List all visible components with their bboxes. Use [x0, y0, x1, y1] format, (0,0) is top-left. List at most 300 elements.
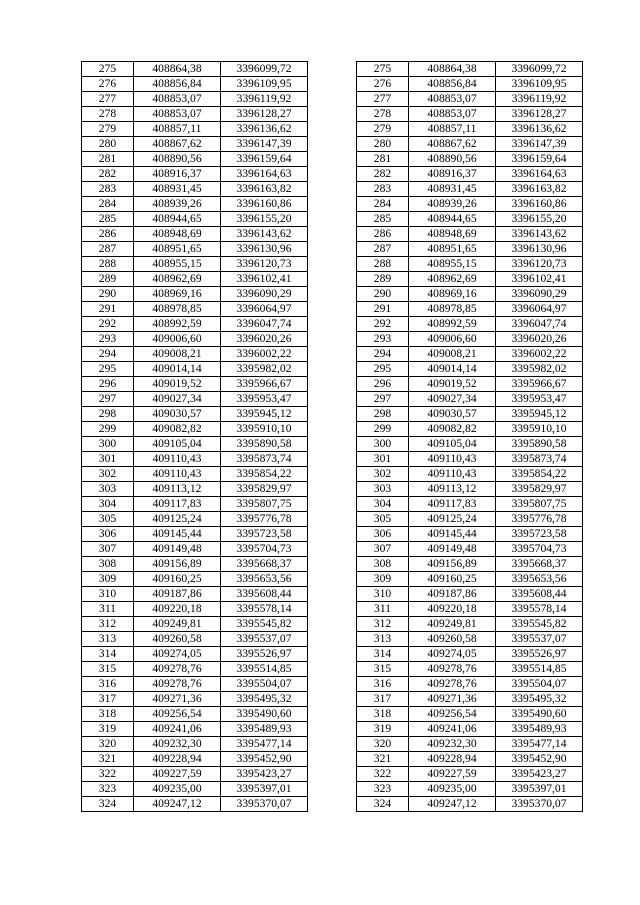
left-x-coordinate: 408916,37	[134, 167, 221, 182]
left-point-number: 321	[82, 752, 134, 767]
right-point-number: 303	[357, 482, 409, 497]
left-x-coordinate: 409247,12	[134, 797, 221, 812]
left-x-coordinate: 408969,16	[134, 287, 221, 302]
column-gap	[308, 422, 357, 437]
left-y-coordinate: 3396128,27	[221, 107, 308, 122]
table-row	[82, 512, 583, 527]
left-y-coordinate: 3395397,01	[221, 782, 308, 797]
column-gap	[308, 617, 357, 632]
table-row	[82, 707, 583, 722]
right-point-number: 275	[357, 62, 409, 77]
right-y-coordinate: 3395953,47	[496, 392, 583, 407]
table-row	[82, 767, 583, 782]
table-row	[82, 587, 583, 602]
right-y-coordinate: 3395945,12	[496, 407, 583, 422]
table-row	[82, 122, 583, 137]
column-gap	[308, 587, 357, 602]
right-y-coordinate: 3395704,73	[496, 542, 583, 557]
right-x-coordinate: 409256,54	[409, 707, 496, 722]
right-point-number: 294	[357, 347, 409, 362]
left-y-coordinate: 3396155,20	[221, 212, 308, 227]
right-x-coordinate: 409105,04	[409, 437, 496, 452]
left-x-coordinate: 409220,18	[134, 602, 221, 617]
left-y-coordinate: 3395890,58	[221, 437, 308, 452]
column-gap	[308, 227, 357, 242]
right-x-coordinate: 408857,11	[409, 122, 496, 137]
right-point-number: 320	[357, 737, 409, 752]
right-y-coordinate: 3395668,37	[496, 557, 583, 572]
right-x-coordinate: 409274,05	[409, 647, 496, 662]
left-point-number: 314	[82, 647, 134, 662]
column-gap	[308, 122, 357, 137]
left-x-coordinate: 409271,36	[134, 692, 221, 707]
right-point-number: 291	[357, 302, 409, 317]
right-y-coordinate: 3396020,26	[496, 332, 583, 347]
left-point-number: 284	[82, 197, 134, 212]
left-x-coordinate: 408944,65	[134, 212, 221, 227]
right-x-coordinate: 409260,58	[409, 632, 496, 647]
left-y-coordinate: 3396020,26	[221, 332, 308, 347]
right-x-coordinate: 409160,25	[409, 572, 496, 587]
table-row	[82, 482, 583, 497]
left-x-coordinate: 409117,83	[134, 497, 221, 512]
column-gap	[308, 77, 357, 92]
right-y-coordinate: 3396002,22	[496, 347, 583, 362]
right-point-number: 276	[357, 77, 409, 92]
left-x-coordinate: 409156,89	[134, 557, 221, 572]
left-point-number: 307	[82, 542, 134, 557]
left-x-coordinate: 409006,60	[134, 332, 221, 347]
right-point-number: 311	[357, 602, 409, 617]
table-row	[82, 797, 583, 812]
right-point-number: 285	[357, 212, 409, 227]
right-y-coordinate: 3396130,96	[496, 242, 583, 257]
left-point-number: 277	[82, 92, 134, 107]
column-gap	[308, 797, 357, 812]
right-y-coordinate: 3395829,97	[496, 482, 583, 497]
table-row	[82, 107, 583, 122]
right-x-coordinate: 409247,12	[409, 797, 496, 812]
right-y-coordinate: 3395776,78	[496, 512, 583, 527]
right-x-coordinate: 408853,07	[409, 92, 496, 107]
left-y-coordinate: 3396147,39	[221, 137, 308, 152]
right-x-coordinate: 409110,43	[409, 452, 496, 467]
column-gap	[308, 662, 357, 677]
right-y-coordinate: 3396064,97	[496, 302, 583, 317]
right-y-coordinate: 3396164,63	[496, 167, 583, 182]
right-y-coordinate: 3395854,22	[496, 467, 583, 482]
table-row	[82, 662, 583, 677]
right-x-coordinate: 409232,30	[409, 737, 496, 752]
right-x-coordinate: 409113,12	[409, 482, 496, 497]
left-point-number: 309	[82, 572, 134, 587]
table-row	[82, 692, 583, 707]
right-x-coordinate: 409008,21	[409, 347, 496, 362]
table-row	[82, 197, 583, 212]
column-gap	[308, 377, 357, 392]
left-point-number: 312	[82, 617, 134, 632]
column-gap	[308, 647, 357, 662]
left-x-coordinate: 408978,85	[134, 302, 221, 317]
left-y-coordinate: 3395953,47	[221, 392, 308, 407]
column-gap	[308, 332, 357, 347]
left-x-coordinate: 409014,14	[134, 362, 221, 377]
left-point-number: 276	[82, 77, 134, 92]
column-gap	[308, 347, 357, 362]
column-gap	[308, 392, 357, 407]
right-y-coordinate: 3395723,58	[496, 527, 583, 542]
left-x-coordinate: 409113,12	[134, 482, 221, 497]
column-gap	[308, 362, 357, 377]
left-y-coordinate: 3395653,56	[221, 572, 308, 587]
left-x-coordinate: 409145,44	[134, 527, 221, 542]
coordinates-table	[81, 61, 583, 812]
left-y-coordinate: 3395966,67	[221, 377, 308, 392]
left-y-coordinate: 3396130,96	[221, 242, 308, 257]
left-y-coordinate: 3395910,10	[221, 422, 308, 437]
right-y-coordinate: 3395514,85	[496, 662, 583, 677]
table-row	[82, 62, 583, 77]
right-x-coordinate: 409241,06	[409, 722, 496, 737]
column-gap	[308, 407, 357, 422]
table-row	[82, 332, 583, 347]
left-x-coordinate: 409030,57	[134, 407, 221, 422]
left-x-coordinate: 409027,34	[134, 392, 221, 407]
right-point-number: 301	[357, 452, 409, 467]
left-x-coordinate: 409278,76	[134, 662, 221, 677]
left-point-number: 313	[82, 632, 134, 647]
right-x-coordinate: 409235,00	[409, 782, 496, 797]
right-point-number: 323	[357, 782, 409, 797]
left-point-number: 315	[82, 662, 134, 677]
left-point-number: 280	[82, 137, 134, 152]
left-y-coordinate: 3395477,14	[221, 737, 308, 752]
right-point-number: 278	[357, 107, 409, 122]
right-x-coordinate: 409187,86	[409, 587, 496, 602]
table-row	[82, 152, 583, 167]
right-y-coordinate: 3395982,02	[496, 362, 583, 377]
left-x-coordinate: 409278,76	[134, 677, 221, 692]
left-y-coordinate: 3396143,62	[221, 227, 308, 242]
table-row	[82, 527, 583, 542]
right-point-number: 324	[357, 797, 409, 812]
left-point-number: 297	[82, 392, 134, 407]
left-y-coordinate: 3395452,90	[221, 752, 308, 767]
table-row	[82, 317, 583, 332]
column-gap	[308, 152, 357, 167]
right-point-number: 287	[357, 242, 409, 257]
right-y-coordinate: 3395966,67	[496, 377, 583, 392]
left-x-coordinate: 408853,07	[134, 92, 221, 107]
left-x-coordinate: 408867,62	[134, 137, 221, 152]
left-x-coordinate: 409110,43	[134, 467, 221, 482]
table-row	[82, 422, 583, 437]
right-y-coordinate: 3395578,14	[496, 602, 583, 617]
column-gap	[308, 182, 357, 197]
column-gap	[308, 542, 357, 557]
right-point-number: 284	[357, 197, 409, 212]
left-y-coordinate: 3395514,85	[221, 662, 308, 677]
right-point-number: 305	[357, 512, 409, 527]
left-point-number: 293	[82, 332, 134, 347]
right-point-number: 289	[357, 272, 409, 287]
left-y-coordinate: 3395423,27	[221, 767, 308, 782]
right-x-coordinate: 409156,89	[409, 557, 496, 572]
column-gap	[308, 512, 357, 527]
right-y-coordinate: 3396109,95	[496, 77, 583, 92]
column-gap	[308, 317, 357, 332]
left-x-coordinate: 409256,54	[134, 707, 221, 722]
table-row	[82, 452, 583, 467]
left-point-number: 283	[82, 182, 134, 197]
table-row	[82, 77, 583, 92]
left-x-coordinate: 408962,69	[134, 272, 221, 287]
table-row	[82, 212, 583, 227]
right-point-number: 304	[357, 497, 409, 512]
right-point-number: 316	[357, 677, 409, 692]
left-y-coordinate: 3396160,86	[221, 197, 308, 212]
right-x-coordinate: 409271,36	[409, 692, 496, 707]
left-x-coordinate: 409110,43	[134, 452, 221, 467]
left-point-number: 319	[82, 722, 134, 737]
left-point-number: 322	[82, 767, 134, 782]
right-x-coordinate: 409278,76	[409, 677, 496, 692]
column-gap	[308, 602, 357, 617]
table-row	[82, 242, 583, 257]
left-y-coordinate: 3395545,82	[221, 617, 308, 632]
left-y-coordinate: 3396002,22	[221, 347, 308, 362]
table-row	[82, 407, 583, 422]
left-x-coordinate: 408951,65	[134, 242, 221, 257]
column-gap	[308, 437, 357, 452]
right-y-coordinate: 3395452,90	[496, 752, 583, 767]
right-x-coordinate: 409125,24	[409, 512, 496, 527]
left-x-coordinate: 409274,05	[134, 647, 221, 662]
right-y-coordinate: 3396128,27	[496, 107, 583, 122]
left-x-coordinate: 408992,59	[134, 317, 221, 332]
right-x-coordinate: 409082,82	[409, 422, 496, 437]
right-y-coordinate: 3395890,58	[496, 437, 583, 452]
right-point-number: 288	[357, 257, 409, 272]
left-x-coordinate: 408857,11	[134, 122, 221, 137]
right-point-number: 286	[357, 227, 409, 242]
left-x-coordinate: 408931,45	[134, 182, 221, 197]
left-y-coordinate: 3395776,78	[221, 512, 308, 527]
right-x-coordinate: 409228,94	[409, 752, 496, 767]
left-point-number: 289	[82, 272, 134, 287]
table-row	[82, 497, 583, 512]
table-row	[82, 557, 583, 572]
left-x-coordinate: 408853,07	[134, 107, 221, 122]
left-x-coordinate: 409187,86	[134, 587, 221, 602]
table-row	[82, 227, 583, 242]
left-point-number: 292	[82, 317, 134, 332]
right-y-coordinate: 3396119,92	[496, 92, 583, 107]
right-y-coordinate: 3395423,27	[496, 767, 583, 782]
right-y-coordinate: 3395490,60	[496, 707, 583, 722]
column-gap	[308, 497, 357, 512]
left-x-coordinate: 409228,94	[134, 752, 221, 767]
left-point-number: 290	[82, 287, 134, 302]
right-y-coordinate: 3396047,74	[496, 317, 583, 332]
table-row	[82, 632, 583, 647]
column-gap	[308, 482, 357, 497]
left-x-coordinate: 408856,84	[134, 77, 221, 92]
table-row	[82, 542, 583, 557]
right-x-coordinate: 408978,85	[409, 302, 496, 317]
column-gap	[308, 467, 357, 482]
right-x-coordinate: 409030,57	[409, 407, 496, 422]
left-y-coordinate: 3395489,93	[221, 722, 308, 737]
right-point-number: 281	[357, 152, 409, 167]
left-x-coordinate: 409260,58	[134, 632, 221, 647]
left-point-number: 323	[82, 782, 134, 797]
left-x-coordinate: 408955,15	[134, 257, 221, 272]
column-gap	[308, 257, 357, 272]
right-point-number: 283	[357, 182, 409, 197]
left-y-coordinate: 3395370,07	[221, 797, 308, 812]
right-point-number: 290	[357, 287, 409, 302]
right-point-number: 298	[357, 407, 409, 422]
left-point-number: 305	[82, 512, 134, 527]
left-y-coordinate: 3395668,37	[221, 557, 308, 572]
column-gap	[308, 557, 357, 572]
left-y-coordinate: 3395873,74	[221, 452, 308, 467]
column-gap	[308, 752, 357, 767]
right-point-number: 292	[357, 317, 409, 332]
table-row	[82, 377, 583, 392]
column-gap	[308, 302, 357, 317]
left-point-number: 310	[82, 587, 134, 602]
left-y-coordinate: 3396047,74	[221, 317, 308, 332]
left-x-coordinate: 409019,52	[134, 377, 221, 392]
right-y-coordinate: 3395495,32	[496, 692, 583, 707]
left-point-number: 288	[82, 257, 134, 272]
column-gap	[308, 737, 357, 752]
right-y-coordinate: 3396120,73	[496, 257, 583, 272]
left-y-coordinate: 3395578,14	[221, 602, 308, 617]
right-x-coordinate: 409145,44	[409, 527, 496, 542]
left-point-number: 320	[82, 737, 134, 752]
right-x-coordinate: 408856,84	[409, 77, 496, 92]
left-point-number: 291	[82, 302, 134, 317]
column-gap	[308, 107, 357, 122]
left-point-number: 295	[82, 362, 134, 377]
left-x-coordinate: 409008,21	[134, 347, 221, 362]
column-gap	[308, 527, 357, 542]
right-point-number: 295	[357, 362, 409, 377]
column-gap	[308, 287, 357, 302]
column-gap	[308, 242, 357, 257]
right-x-coordinate: 409227,59	[409, 767, 496, 782]
right-x-coordinate: 408864,38	[409, 62, 496, 77]
left-x-coordinate: 409149,48	[134, 542, 221, 557]
table-row	[82, 347, 583, 362]
right-point-number: 300	[357, 437, 409, 452]
right-x-coordinate: 409149,48	[409, 542, 496, 557]
table-row	[82, 137, 583, 152]
left-point-number: 298	[82, 407, 134, 422]
column-gap	[308, 272, 357, 287]
right-x-coordinate: 408948,69	[409, 227, 496, 242]
right-x-coordinate: 408951,65	[409, 242, 496, 257]
left-x-coordinate: 409249,81	[134, 617, 221, 632]
right-y-coordinate: 3395370,07	[496, 797, 583, 812]
left-y-coordinate: 3395504,07	[221, 677, 308, 692]
right-point-number: 318	[357, 707, 409, 722]
left-y-coordinate: 3395495,32	[221, 692, 308, 707]
column-gap	[308, 62, 357, 77]
left-x-coordinate: 409232,30	[134, 737, 221, 752]
left-x-coordinate: 409160,25	[134, 572, 221, 587]
right-y-coordinate: 3395537,07	[496, 632, 583, 647]
left-y-coordinate: 3395608,44	[221, 587, 308, 602]
table-row	[82, 677, 583, 692]
left-point-number: 296	[82, 377, 134, 392]
column-gap	[308, 692, 357, 707]
right-x-coordinate: 408867,62	[409, 137, 496, 152]
left-y-coordinate: 3396159,64	[221, 152, 308, 167]
column-gap	[308, 707, 357, 722]
left-x-coordinate: 408864,38	[134, 62, 221, 77]
column-gap	[308, 782, 357, 797]
left-point-number: 279	[82, 122, 134, 137]
left-point-number: 282	[82, 167, 134, 182]
right-x-coordinate: 408944,65	[409, 212, 496, 227]
right-x-coordinate: 409117,83	[409, 497, 496, 512]
table-row	[82, 437, 583, 452]
right-y-coordinate: 3395545,82	[496, 617, 583, 632]
left-y-coordinate: 3395490,60	[221, 707, 308, 722]
left-point-number: 287	[82, 242, 134, 257]
left-y-coordinate: 3396164,63	[221, 167, 308, 182]
right-x-coordinate: 408939,26	[409, 197, 496, 212]
right-point-number: 293	[357, 332, 409, 347]
right-x-coordinate: 409019,52	[409, 377, 496, 392]
column-gap	[308, 572, 357, 587]
table-row	[82, 92, 583, 107]
right-point-number: 297	[357, 392, 409, 407]
left-y-coordinate: 3395807,75	[221, 497, 308, 512]
right-x-coordinate: 408955,15	[409, 257, 496, 272]
left-y-coordinate: 3396102,41	[221, 272, 308, 287]
right-point-number: 302	[357, 467, 409, 482]
left-y-coordinate: 3395537,07	[221, 632, 308, 647]
right-y-coordinate: 3395489,93	[496, 722, 583, 737]
column-gap	[308, 722, 357, 737]
right-y-coordinate: 3395477,14	[496, 737, 583, 752]
left-point-number: 316	[82, 677, 134, 692]
left-point-number: 285	[82, 212, 134, 227]
right-point-number: 309	[357, 572, 409, 587]
left-y-coordinate: 3396120,73	[221, 257, 308, 272]
right-y-coordinate: 3396155,20	[496, 212, 583, 227]
left-y-coordinate: 3395723,58	[221, 527, 308, 542]
right-y-coordinate: 3396159,64	[496, 152, 583, 167]
right-point-number: 317	[357, 692, 409, 707]
left-y-coordinate: 3395704,73	[221, 542, 308, 557]
right-x-coordinate: 409014,14	[409, 362, 496, 377]
right-point-number: 314	[357, 647, 409, 662]
right-y-coordinate: 3395608,44	[496, 587, 583, 602]
table-row	[82, 737, 583, 752]
left-point-number: 308	[82, 557, 134, 572]
table-row	[82, 617, 583, 632]
table-row	[82, 602, 583, 617]
right-point-number: 310	[357, 587, 409, 602]
right-point-number: 306	[357, 527, 409, 542]
left-y-coordinate: 3396064,97	[221, 302, 308, 317]
